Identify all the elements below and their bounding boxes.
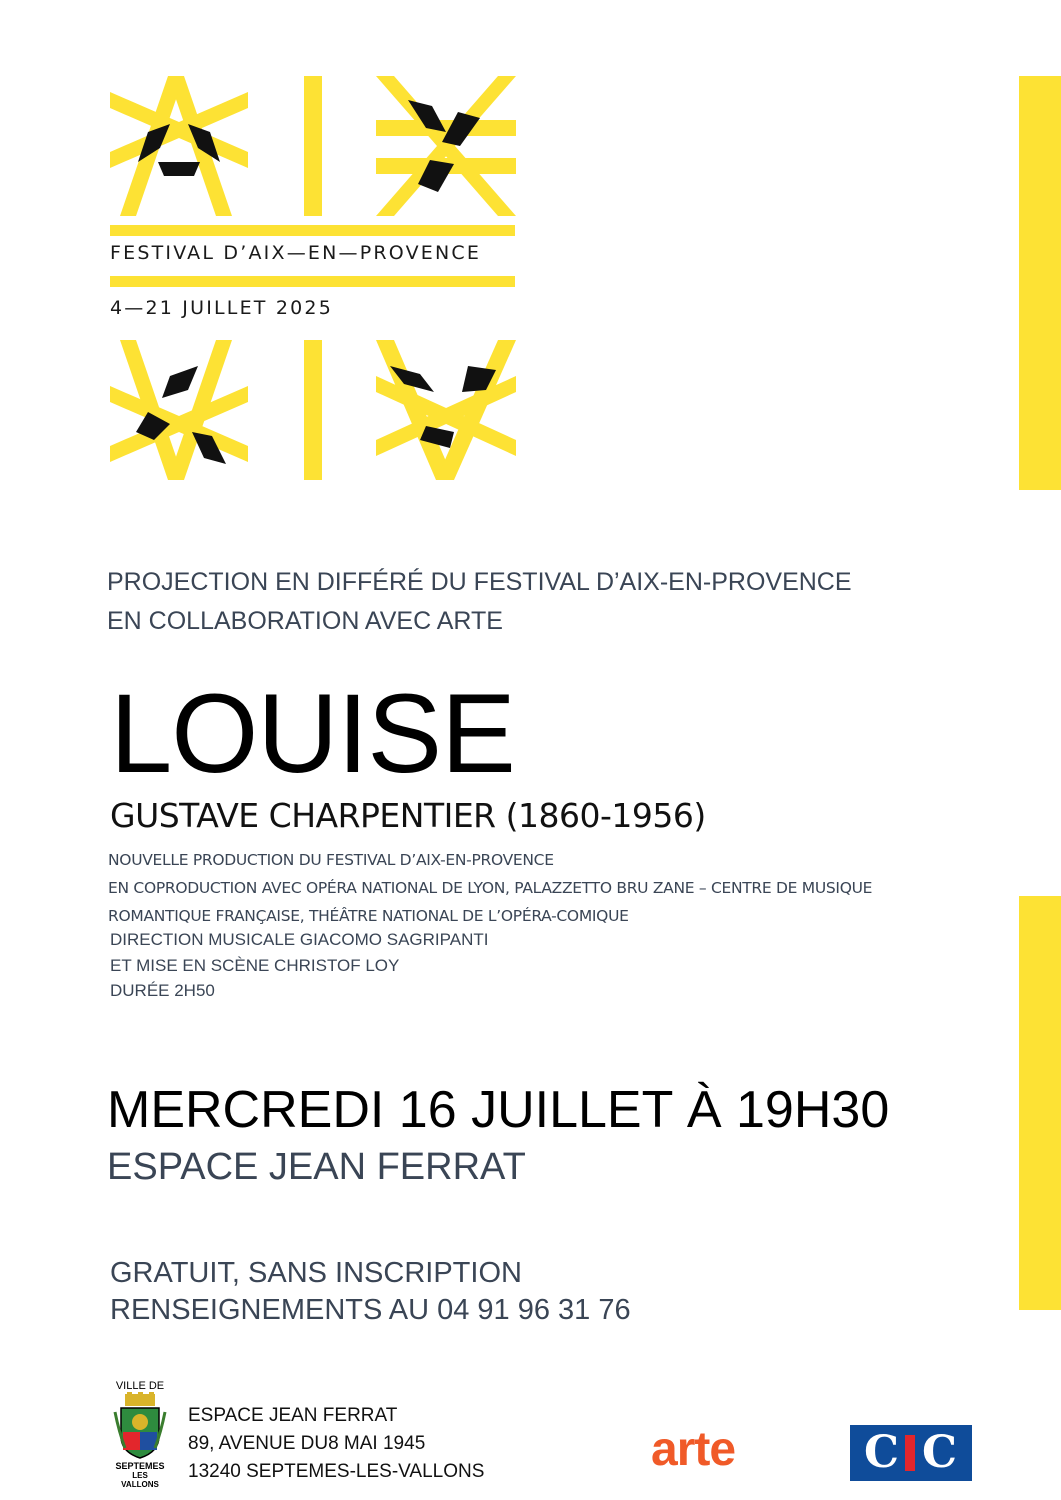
festival-dates: 4—21 JUILLET 2025: [110, 297, 333, 319]
production-credits: [108, 846, 872, 930]
cic-logo: [850, 1425, 972, 1481]
staging: ET MISE EN SCÈNE CHRISTOF LOY: [110, 955, 400, 975]
composer: GUSTAVE CHARPENTIER (1860-1956): [110, 796, 706, 835]
logo-letter-i: [304, 76, 322, 216]
logo-letter-a: [110, 76, 248, 216]
address-line-1: ESPACE JEAN FERRAT: [188, 1405, 398, 1426]
festival-name: FESTIVAL D’AIX—EN—PROVENCE: [110, 242, 482, 264]
logo-letter-i-mirrored: [304, 340, 322, 480]
logo-letter-v-mirrored: [376, 340, 516, 480]
accent-bar-bottom: [1019, 896, 1061, 1310]
event-info: [110, 1255, 631, 1329]
credit-line-2: EN COPRODUCTION AVEC OPÉRA NATIONAL DE LYON, PALAZZETTO BRU ZANE – CENTRE DE MUSIQUE: [108, 879, 873, 897]
address-line-2: 89, AVENUE DU8 MAI 1945: [188, 1433, 426, 1454]
opera-title: LOUISE: [110, 671, 515, 796]
logo-letter-a-mirrored: [110, 340, 248, 480]
intro-text: [107, 563, 852, 641]
cic-logo-c1: C: [864, 1427, 900, 1478]
crest-top-text: VILLE DE: [115, 1380, 165, 1392]
cic-logo-c2: C: [922, 1427, 958, 1478]
musical-direction: DIRECTION MUSICALE GIACOMO SAGRIPANTI: [110, 930, 489, 949]
cic-logo-i: [905, 1435, 915, 1471]
logo-band-top: [110, 225, 515, 236]
crest-bottom-line-2: LES VALLONS: [121, 1471, 159, 1489]
price-info: GRATUIT, SANS INSCRIPTION: [110, 1257, 522, 1289]
production-details: [110, 927, 488, 1004]
credit-line-1: NOUVELLE PRODUCTION DU FESTIVAL D’AIX-EN-PROVENCE: [108, 851, 554, 869]
event-venue: ESPACE JEAN FERRAT: [107, 1146, 526, 1188]
logo-band-bottom: [110, 276, 515, 287]
accent-bar-top: [1019, 76, 1061, 490]
crest-bottom-line-1: SEPTEMES: [115, 1461, 165, 1471]
duration: DURÉE 2H50: [110, 981, 215, 1000]
address-line-3: 13240 SEPTEMES-LES-VALLONS: [188, 1461, 485, 1482]
festival-logo-bottom: [108, 336, 518, 484]
venue-address: [188, 1402, 484, 1486]
arte-logo: arte: [651, 1423, 736, 1476]
credit-line-3: ROMANTIQUE FRANÇAISE, THÉÂTRE NATIONAL DE L’OPÉRA-COMIQUE: [108, 907, 629, 925]
festival-logo-top: [108, 72, 518, 220]
logo-letter-x: [376, 76, 516, 216]
crest-bottom-text: [113, 1462, 167, 1489]
intro-line-2: EN COLLABORATION AVEC ARTE: [107, 607, 503, 635]
event-date-time: MERCREDI 16 JUILLET À 19H30: [107, 1081, 890, 1139]
town-crest-logo: [113, 1380, 167, 1489]
phone-info: RENSEIGNEMENTS AU 04 91 96 31 76: [110, 1294, 631, 1326]
intro-line-1: PROJECTION EN DIFFÉRÉ DU FESTIVAL D’AIX-EN-PROVENCE: [107, 568, 852, 596]
crest-shield-icon: [113, 1392, 167, 1462]
